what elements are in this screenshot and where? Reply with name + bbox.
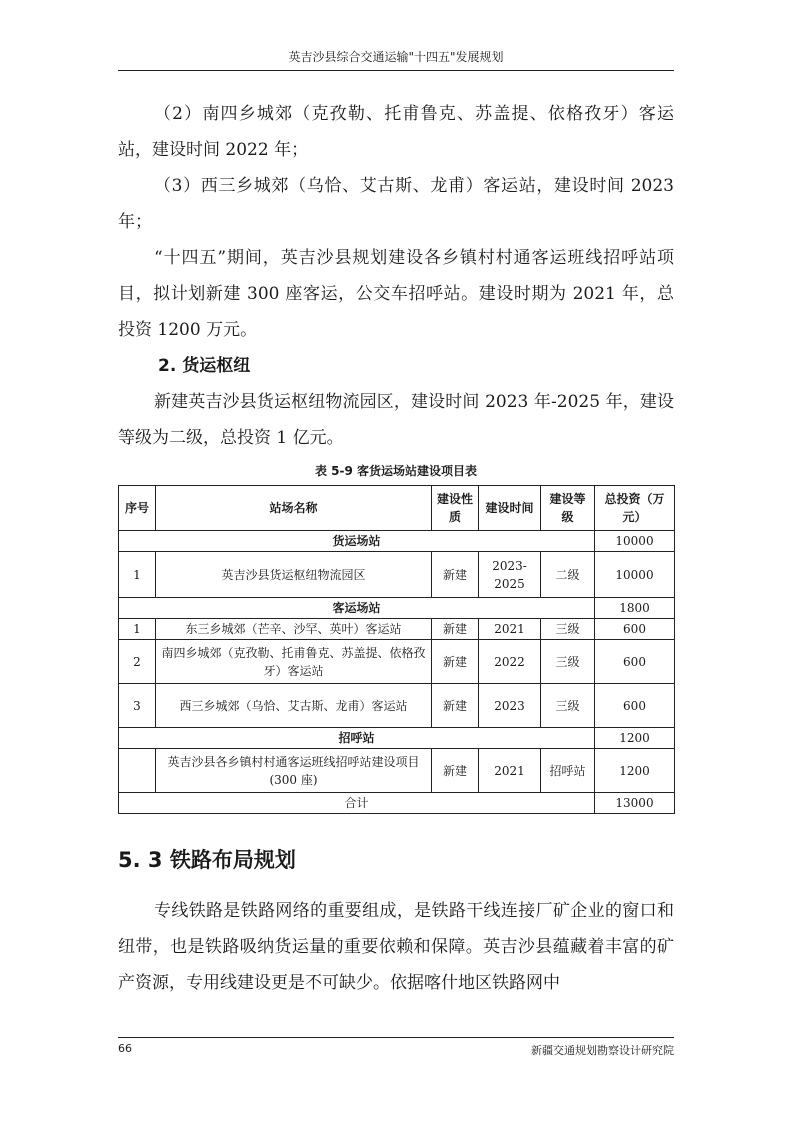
running-header: 英吉沙县综合交通运输"十四五"发展规划 bbox=[288, 50, 504, 64]
cell-time: 2023-2025 bbox=[479, 552, 541, 598]
table-row bbox=[119, 749, 675, 793]
col-header-name: 站场名称 bbox=[156, 486, 432, 531]
group-total: 10000 bbox=[595, 531, 675, 552]
cell-invest: 10000 bbox=[595, 552, 675, 598]
footer-rule bbox=[118, 1037, 674, 1038]
cell-no: 1 bbox=[119, 552, 156, 598]
cell-nature: 新建 bbox=[432, 749, 479, 793]
subheading-freight-hub: 2. 货运枢纽 bbox=[158, 356, 251, 376]
cell-nature: 新建 bbox=[432, 684, 479, 728]
cell-nature: 新建 bbox=[432, 640, 479, 684]
paragraph-south-four-townships: （2）南四乡城郊（克孜勒、托甫鲁克、苏盖提、依格孜牙）客运站，建设时间 2022 年； bbox=[118, 104, 674, 160]
group-row-freight bbox=[119, 531, 675, 552]
cell-time: 2022 bbox=[479, 640, 541, 684]
col-header-invest: 总投资（万元） bbox=[595, 486, 675, 531]
table-caption: 表 5-9 客货运场站建设项目表 bbox=[314, 464, 478, 478]
cell-no: 1 bbox=[119, 619, 156, 640]
table-header-row bbox=[119, 486, 675, 531]
cell-time: 2021 bbox=[479, 619, 541, 640]
cell-name: 英吉沙县货运枢纽物流园区 bbox=[156, 552, 432, 598]
table-row bbox=[119, 640, 675, 684]
page-number: 66 bbox=[118, 1042, 132, 1055]
cell-time: 2023 bbox=[479, 684, 541, 728]
col-header-grade: 建设等级 bbox=[541, 486, 595, 531]
station-projects-table bbox=[118, 485, 675, 814]
total-value: 13000 bbox=[595, 793, 675, 814]
header-rule bbox=[118, 70, 674, 71]
cell-no: 3 bbox=[119, 684, 156, 728]
cell-nature: 新建 bbox=[432, 552, 479, 598]
paragraph-fourteenth-five-year: “十四五”期间，英吉沙县规划建设各乡镇村村通客运班线招呼站项目，拟计划新建 300 座客运，公交车招呼站。建设时期为 2021 年，总投资 1200 万元。 bbox=[118, 248, 674, 340]
group-row-passenger bbox=[119, 598, 675, 619]
cell-name: 西三乡城郊（乌恰、艾古斯、龙甫）客运站 bbox=[156, 684, 432, 728]
cell-grade: 二级 bbox=[541, 552, 595, 598]
cell-grade: 三级 bbox=[541, 619, 595, 640]
total-label: 合计 bbox=[119, 793, 595, 814]
cell-name: 南四乡城郊（克孜勒、托甫鲁克、苏盖提、依格孜牙）客运站 bbox=[156, 640, 432, 684]
section-heading: 5. 3 铁路布局规划 bbox=[118, 848, 296, 872]
col-header-no: 序号 bbox=[119, 486, 156, 531]
table-row bbox=[119, 684, 675, 728]
cell-invest: 600 bbox=[595, 684, 675, 728]
col-header-nature: 建设性质 bbox=[432, 486, 479, 531]
cell-no bbox=[119, 749, 156, 793]
group-label: 客运场站 bbox=[119, 598, 595, 619]
group-row-stops bbox=[119, 728, 675, 749]
paragraph-west-three-townships: （3）西三乡城郊（乌恰、艾古斯、龙甫）客运站，建设时间 2023 年； bbox=[118, 176, 674, 232]
paragraph-freight-hub: 新建英吉沙县货运枢纽物流园区，建设时间 2023 年-2025 年，建设等级为二级，总投资 1 亿元。 bbox=[118, 392, 674, 448]
group-total: 1800 bbox=[595, 598, 675, 619]
cell-time: 2021 bbox=[479, 749, 541, 793]
cell-no: 2 bbox=[119, 640, 156, 684]
group-total: 1200 bbox=[595, 728, 675, 749]
footer-organization: 新疆交通规划勘察设计研究院 bbox=[531, 1044, 674, 1057]
cell-nature: 新建 bbox=[432, 619, 479, 640]
cell-grade: 招呼站 bbox=[541, 749, 595, 793]
cell-grade: 三级 bbox=[541, 640, 595, 684]
paragraph-railway: 专线铁路是铁路网络的重要组成，是铁路干线连接厂矿企业的窗口和纽带，也是铁路吸纳货运量的重要依赖和保障。英吉沙县蕴藏着丰富的矿产资源，专用线建设更是不可缺少。依据喀什地区铁路网中 bbox=[118, 901, 674, 993]
cell-invest: 600 bbox=[595, 619, 675, 640]
table-row bbox=[119, 619, 675, 640]
table-row bbox=[119, 552, 675, 598]
cell-name: 东三乡城郊（芒辛、沙罕、英叶）客运站 bbox=[156, 619, 432, 640]
cell-name: 英吉沙县各乡镇村村通客运班线招呼站建设项目(300 座) bbox=[156, 749, 432, 793]
cell-invest: 600 bbox=[595, 640, 675, 684]
cell-grade: 三级 bbox=[541, 684, 595, 728]
cell-invest: 1200 bbox=[595, 749, 675, 793]
col-header-time: 建设时间 bbox=[479, 486, 541, 531]
group-label: 货运场站 bbox=[119, 531, 595, 552]
total-row bbox=[119, 793, 675, 814]
group-label: 招呼站 bbox=[119, 728, 595, 749]
